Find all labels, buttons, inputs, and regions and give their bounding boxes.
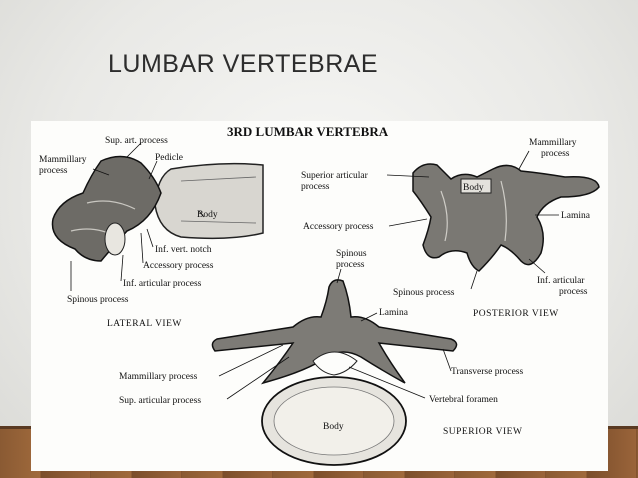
label-body-posterior: Body [463, 183, 484, 193]
vertebra-illustration [31, 121, 608, 471]
label-vertebral-foramen: Vertebral foramen [429, 395, 498, 405]
label-inf-vert-notch: Inf. vert. notch [155, 245, 212, 255]
caption-posterior-view: POSTERIOR VIEW [473, 309, 559, 319]
label-mammillary-process-posterior-1: Mammillary [529, 138, 577, 148]
label-inf-articular-process-posterior-2: process [559, 287, 588, 297]
label-body-lateral: Body [197, 210, 218, 220]
label-sup-art-process: Sup. art. process [105, 136, 168, 146]
label-spinous-process-lateral: Spinous process [67, 295, 129, 305]
label-accessory-process-posterior: Accessory process [303, 222, 374, 232]
caption-superior-view: SUPERIOR VIEW [443, 427, 523, 437]
slide-title: LUMBAR VERTEBRAE [108, 50, 379, 78]
caption-lateral-view: LATERAL VIEW [107, 319, 182, 329]
label-mammillary-process-lateral-1: Mammillary [39, 155, 87, 165]
label-spinous-process-superior-2: process [336, 260, 365, 270]
label-body-superior: Body [323, 422, 344, 432]
label-accessory-process-lateral: Accessory process [143, 261, 214, 271]
label-mammillary-process-lateral-2: process [39, 166, 68, 176]
label-transverse-process: Transverse process [451, 367, 524, 377]
label-spinous-process-superior-1: Spinous [336, 249, 367, 259]
figure-heading: 3RD LUMBAR VERTEBRA [227, 124, 389, 139]
label-inf-articular-process-lateral: Inf. articular process [123, 279, 202, 289]
label-mammillary-process-superior: Mammillary process [119, 372, 198, 382]
label-lamina-posterior: Lamina [561, 211, 591, 221]
label-pedicle: Pedicle [155, 153, 183, 163]
anatomy-plate [31, 121, 608, 471]
label-mammillary-process-posterior-2: process [541, 149, 570, 159]
label-superior-articular-process-1: Superior articular [301, 171, 368, 181]
label-sup-articular-process-superior: Sup. articular process [119, 396, 202, 406]
lateral-body-shape [155, 164, 263, 239]
label-superior-articular-process-2: process [301, 182, 330, 192]
lateral-view [39, 136, 263, 329]
label-spinous-process-posterior: Spinous process [393, 288, 455, 298]
label-lamina-superior: Lamina [379, 308, 409, 318]
label-inf-articular-process-posterior-1: Inf. articular [537, 276, 585, 286]
